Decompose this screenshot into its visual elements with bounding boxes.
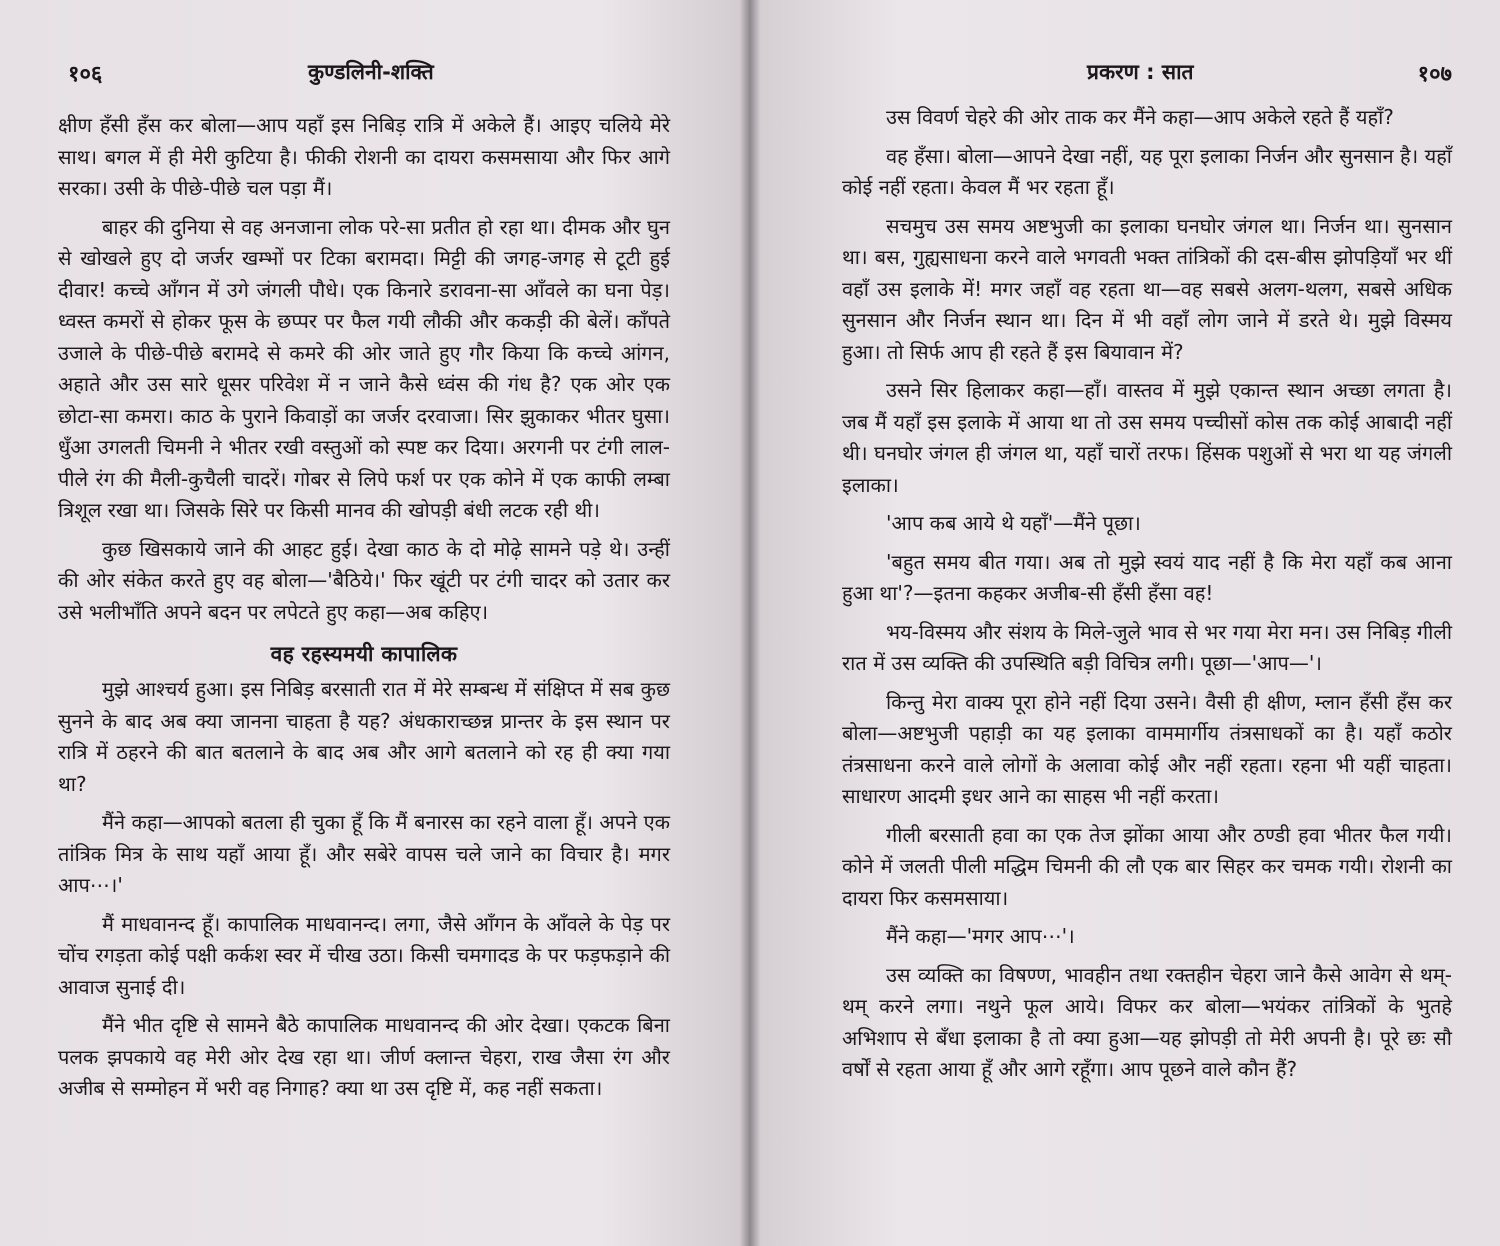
- left-page-number: १०६: [68, 62, 103, 87]
- paragraph: मैंने भीत दृष्टि से सामने बैठे कापालिक माधवानन्द की ओर देखा। एकटक बिना पलक झपकाये वह मेरी ओर देख रहा था। जीर्ण क्लान्त चेहरा, राख जैसा रंग और अजीब से सम्मोहन में भरी वह निगाह? क्या था उस दृष्टि में, कह नहीं सकता।: [58, 1013, 670, 1100]
- paragraph: मैंने कहा—आपको बतला ही चुका हूँ कि मैं बनारस का रहने वाला हूँ। अपने एक तांत्रिक मित्र के साथ यहाँ आया हूँ। और सबेरे वापस चले जाने का विचार है। मगर आप⋯।': [58, 810, 670, 897]
- paragraph: मुझे आश्चर्य हुआ। इस निबिड़ बरसाती रात में मेरे सम्बन्ध में संक्षिप्त में सब कुछ सुनने के बाद अब क्या जानना चाहता है यह? अंधकाराच्छन्न प्रान्तर के इस स्थान पर रात्रि में ठहरने की बात बतलाने के बाद अब और आगे बतलाने को रह ही क्या गया था?: [58, 677, 670, 796]
- paragraph: गीली बरसाती हवा का एक तेज झोंका आया और ठण्डी हवा भीतर फैल गयी। कोने में जलती पीली मद्धिम चिमनी की लौ एक बार सिहर कर चमक गयी। रोशनी का दायरा फिर कसमसाया।: [842, 822, 1452, 910]
- left-page: [0, 0, 740, 1246]
- paragraph: बाहर की दुनिया से वह अनजाना लोक परे-सा प्रतीत हो रहा था। दीमक और घुन से खोखले हुए दो जर्जर खम्भों पर टिका बरामदा। मिट्टी की जगह-जगह से टूटी हुई दीवार! कच्चे आँगन में उगे जंगली पौधे। एक किनारे डरावना-सा आँवले का घना पेड़। ध्वस्त कमरों से होकर फूस के छप्पर पर फैल गयी लौकी और ककड़ी की बेलें। काँपते उजाले के पीछे-पीछे बरामदे से कमरे की ओर जाते हुए गौर किया कि कच्चे आंगन, अहाते और उस सारे धूसर परिवेश में न जाने कैसे ध्वंस की गंध है? एक ओर एक छोटा-सा कमरा। काठ के पुराने किवाड़ों का जर्जर दरवाजा। सिर झुकाकर भीतर घुसा। धुँआ उगलती चिमनी ने भीतर रखी वस्तुओं को स्पष्ट कर दिया। अरगनी पर टंगी लाल-पीले रंग की मैली-कुचैली चादरें। गोबर से लिपे फर्श पर एक कोने में एक काफी लम्बा त्रिशूल रखा था। जिसके सिरे पर किसी मानव की खोपड़ी बंधी लटक रही थी।: [58, 214, 670, 522]
- paragraph: क्षीण हँसी हँस कर बोला—आप यहाँ इस निबिड़ रात्रि में अकेले हैं। आइए चलिये मेरे साथ। बगल में ही मेरी कुटिया है। फीकी रोशनी का दायरा कसमसाया और फिर आगे सरका। उसी के पीछे-पीछे चल पड़ा मैं।: [58, 113, 670, 200]
- paragraph: उस व्यक्ति का विषण्ण, भावहीन तथा रक्तहीन चेहरा जाने कैसे आवेग से थम्-थम् करने लगा। नथुने फूल आये। विफर कर बोला—भयंकर तांत्रिकों के भुतहे अभिशाप से बँधा इलाका है तो क्या हुआ—यह झोपड़ी तो मेरी अपनी है। पूरे छः सौ वर्षों से रहता आया हूँ और आगे रहूँगा। आप पूछने वाले कौन हैं?: [842, 962, 1452, 1081]
- left-running-head: [58, 52, 670, 92]
- paragraph: वह हँसा। बोला—आपने देखा नहीं, यह पूरा इलाका निर्जन और सुनसान है। यहाँ कोई नहीं रहता। केवल मैं भर रहता हूँ।: [842, 143, 1452, 199]
- right-running-head: [842, 52, 1452, 92]
- paragraph: कुछ खिसकाये जाने की आहट हुई। देखा काठ के दो मोढ़े सामने पड़े थे। उन्हीं की ओर संकेत करते हुए वह बोला—'बैठिये।' फिर खूंटी पर टंगी चादर को उतार कर उसे भलीभाँति अपने बदन पर लपेटते हुए कहा—अब कहिए।: [58, 536, 670, 624]
- paragraph: उसने सिर हिलाकर कहा—हाँ। वास्तव में मुझे एकान्त स्थान अच्छा लगता है। जब मैं यहाँ इस इलाके में आया था तो उस समय पच्चीसों कोस तक कोई आबादी नहीं थी। घनघोर जंगल ही जंगल था, यहाँ चारों तरफ। हिंसक पशुओं से भरा था यह जंगली इलाका।: [842, 378, 1452, 497]
- paragraph: मैं माधवानन्द हूँ। कापालिक माधवानन्द। लगा, जैसे आँगन के आँवले के पेड़ पर चोंच रगड़ता कोई पक्षी कर्कश स्वर में चीख उठा। किसी चमगादड के पर फड़फड़ाने की आवाज सुनाई दी।: [58, 911, 670, 999]
- left-running-title: कुण्डलिनी-शक्ति: [308, 60, 434, 84]
- paragraph: सचमुच उस समय अष्टभुजी का इलाका घनघोर जंगल था। निर्जन था। सुनसान था। बस, गुह्यसाधना करने वाले भगवती भक्त तांत्रिकों की दस-बीस झोपड़ियाँ भर थीं वहाँ उस इलाके में! मगर जहाँ वह रहता था—वह सबसे अलग-थलग, सबसे अधिक सुनसान और निर्जन स्थान था। दिन में भी वहाँ लोग जाने में डरते थे। मुझे विस्मय हुआ। तो सिर्फ आप ही रहते हैं इस बियावान में?: [842, 213, 1453, 364]
- paragraph: 'बहुत समय बीत गया। अब तो मुझे स्वयं याद नहीं है कि मेरा यहाँ कब आना हुआ था'?—इतना कहकर अजीब-सी हँसी हँसा वह!: [842, 549, 1452, 605]
- section-subheading: वह रहस्यमयी कापालिक: [270, 642, 458, 666]
- right-body-text: [842, 102, 1452, 1086]
- right-running-title: प्रकरण : सात: [1087, 60, 1194, 84]
- right-page: [760, 0, 1500, 1246]
- left-body-text: [58, 110, 670, 1105]
- paragraph: किन्तु मेरा वाक्य पूरा होने नहीं दिया उसने। वैसी ही क्षीण, म्लान हँसी हँस कर बोला—अष्टभुजी पहाड़ी का यह इलाका वाममार्गीय तंत्रसाधकों का है। यहाँ कठोर तंत्रसाधना करने वाले लोगों के अलावा कोई और नहीं रहता। रहना भी यहीं चाहता। साधारण आदमी इधर आने का साहस भी नहीं करता।: [842, 689, 1452, 808]
- paragraph: भय-विस्मय और संशय के मिले-जुले भाव से भर गया मेरा मन। उस निबिड़ गीली रात में उस व्यक्ति की उपस्थिति बड़ी विचित्र लगी। पूछा—'आप—'।: [842, 619, 1452, 675]
- right-page-number: १०७: [1417, 62, 1452, 87]
- paragraph: उस विवर्ण चेहरे की ओर ताक कर मैंने कहा—आप अकेले रहते हैं यहाँ?: [886, 105, 1394, 129]
- paragraph: 'आप कब आये थे यहाँ'—मैंने पूछा।: [886, 511, 1141, 535]
- paragraph: मैंने कहा—'मगर आप⋯'।: [886, 924, 1075, 948]
